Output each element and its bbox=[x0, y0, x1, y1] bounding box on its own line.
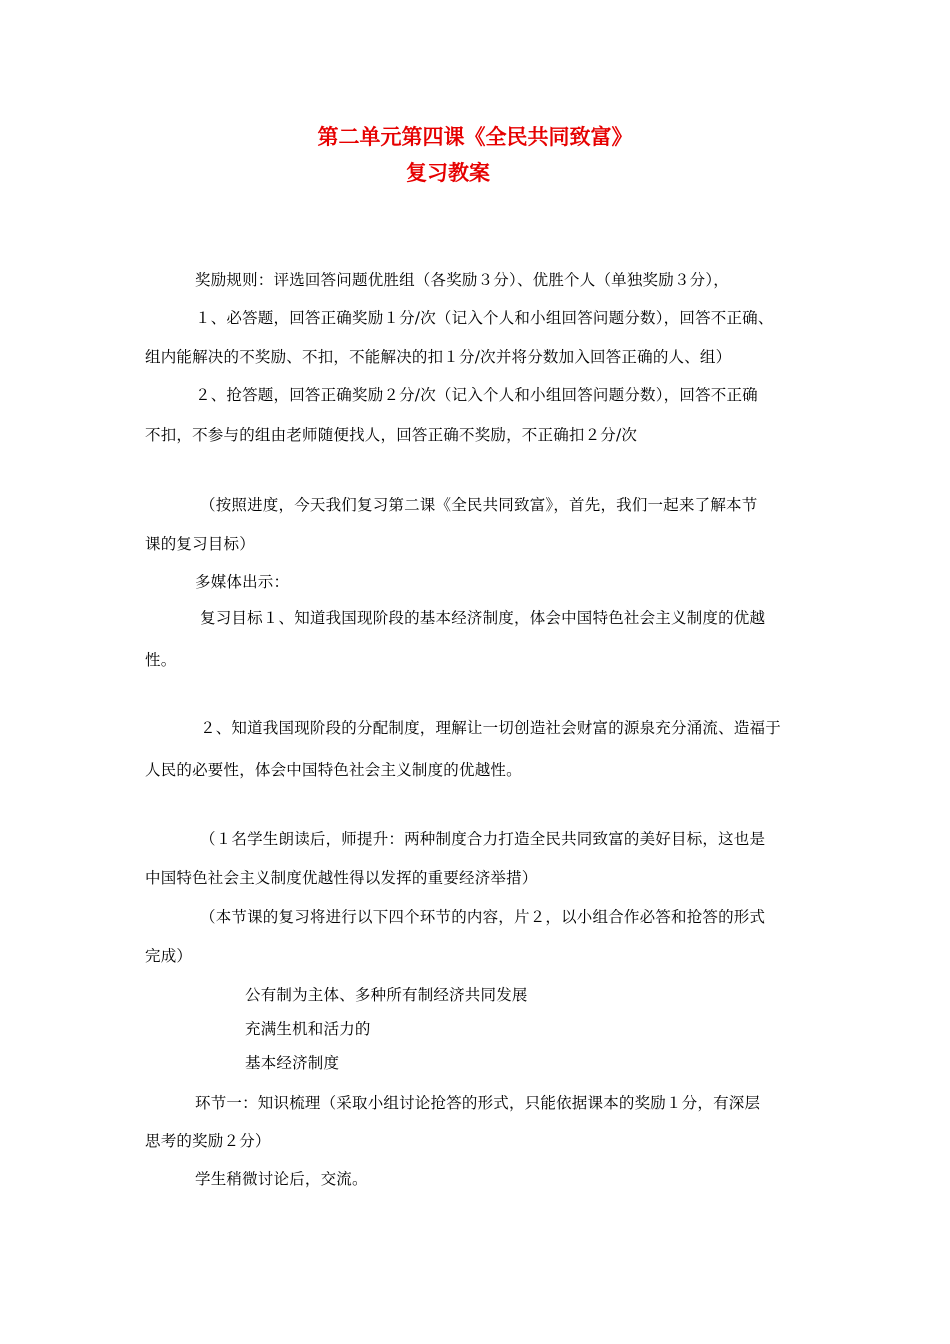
text-line: 性。 bbox=[145, 651, 177, 669]
text-line: 基本经济制度 bbox=[245, 1054, 340, 1072]
document-title: 第二单元第四课《全民共同致富》 bbox=[317, 124, 633, 149]
text-line: 组内能解决的不奖励、不扣，不能解决的扣１分/次并将分数加入回答正确的人、组） bbox=[145, 348, 732, 366]
text-line: 环节一：知识梳理（采取小组讨论抢答的形式，只能依据课本的奖励１分，有深层 bbox=[195, 1094, 761, 1112]
text-line: 中国特色社会主义制度优越性得以发挥的重要经济举措） bbox=[145, 869, 538, 887]
text-line: （本节课的复习将进行以下四个环节的内容，片２，以小组合作必答和抢答的形式 bbox=[200, 908, 766, 926]
text-line: （按照进度，今天我们复习第二课《全民共同致富》，首先，我们一起来了解本节 bbox=[200, 496, 758, 514]
text-line: （１名学生朗读后，师提升：两种制度合力打造全民共同致富的美好目标，这也是 bbox=[200, 830, 766, 848]
text-line: 人民的必要性，体会中国特色社会主义制度的优越性。 bbox=[145, 761, 522, 779]
text-line: 课的复习目标） bbox=[145, 535, 255, 553]
text-line: ２、知道我国现阶段的分配制度，理解让一切创造社会财富的源泉充分涌流、造福于 bbox=[200, 719, 781, 737]
text-line: 完成） bbox=[145, 947, 193, 965]
text-line: 复习目标１、知道我国现阶段的基本经济制度，体会中国特色社会主义制度的优越 bbox=[200, 609, 766, 627]
text-line: 学生稍微讨论后，交流。 bbox=[195, 1170, 368, 1188]
document-subtitle: 复习教案 bbox=[406, 160, 490, 185]
text-line: 奖励规则：评选回答问题优胜组（各奖励３分）、优胜个人（单独奖励３分）， bbox=[195, 271, 730, 289]
text-line: 多媒体出示： bbox=[195, 573, 290, 591]
text-line: ２、抢答题，回答正确奖励２分/次（记入个人和小组回答问题分数），回答不正确 bbox=[195, 386, 758, 404]
text-line: １、必答题，回答正确奖励１分/次（记入个人和小组回答问题分数），回答不正确、 bbox=[195, 309, 774, 327]
text-line: 充满生机和活力的 bbox=[245, 1020, 371, 1038]
text-line: 公有制为主体、多种所有制经济共同发展 bbox=[245, 986, 528, 1004]
text-line: 思考的奖励２分） bbox=[145, 1132, 271, 1150]
text-line: 不扣，不参与的组由老师随便找人，回答正确不奖励，不正确扣２分/次 bbox=[145, 426, 638, 444]
